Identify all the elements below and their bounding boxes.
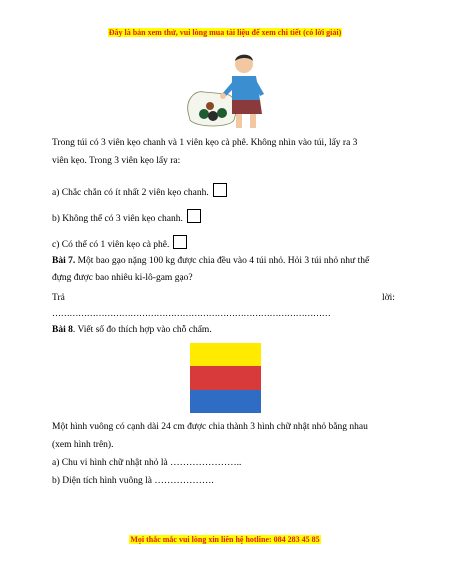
square-band-yellow — [190, 343, 261, 366]
bai7-line-2: đựng được bao nhiêu ki-lô-gam gạo? — [52, 273, 193, 283]
preview-banner-text: Đây là bản xem thử, vui lòng mua tài liệu để xem chi tiết (có lời giải) — [108, 28, 342, 37]
preview-banner — [0, 28, 450, 37]
problem-b: b) Diện tích hình vuông là ………………. — [52, 476, 214, 486]
square-band-blue — [190, 390, 261, 413]
option-a-text: a) Chắc chắn có ít nhất 2 viên kẹo chanh. — [52, 188, 209, 198]
option-c — [52, 235, 187, 252]
option-b — [52, 209, 201, 226]
intro-line-2: viên kẹo. Trong 3 viên kẹo lấy ra: — [52, 156, 181, 166]
bai8-line — [52, 324, 212, 337]
bai7-text-1: Một bao gạo nặng 100 kg được chia đều vào 4 túi nhỏ. Hỏi 3 túi nhỏ như thế — [75, 256, 370, 266]
hotline-banner — [0, 535, 450, 544]
option-b-text: b) Không thể có 3 viên kẹo chanh. — [52, 214, 183, 224]
option-a — [52, 183, 227, 200]
square-band-red — [190, 366, 261, 389]
problem-line-1: Một hình vuông có cạnh dài 24 cm được chia thành 3 hình chữ nhật nhỏ bằng nhau — [52, 422, 368, 432]
bai8-text: . Viết số đo thích hợp vào chỗ chấm. — [72, 325, 212, 335]
bai7-answer-right: lời: — [382, 293, 395, 303]
option-b-answer-box[interactable] — [187, 209, 201, 223]
intro-line-1: Trong túi có 3 viên kẹo chanh và 1 viên kẹo cà phê. Không nhìn vào túi, lấy ra 3 — [52, 138, 358, 148]
hotline-banner-text: Mọi thắc mắc vui lòng xin liên hệ hotline: 084 283 45 85 — [130, 535, 320, 544]
problem-a: a) Chu vi hình chữ nhật nhỏ là ………………….. — [52, 458, 242, 468]
bai7-answer-left: Trả — [52, 293, 65, 303]
option-c-text: c) Có thể có 1 viên kẹo cà phê. — [52, 240, 170, 250]
bai7-label: Bài 7. — [52, 256, 76, 266]
option-a-answer-box[interactable] — [213, 183, 227, 197]
boy-with-candy-bag-illustration — [186, 50, 270, 132]
bai7-line-1 — [52, 255, 369, 268]
colored-square — [190, 343, 261, 413]
problem-line-2: (xem hình trên). — [52, 440, 114, 450]
bai7-answer-dots: …………………………………………………………………………………… — [52, 308, 331, 318]
option-c-answer-box[interactable] — [173, 235, 187, 249]
bai8-label: Bài 8 — [52, 325, 73, 335]
